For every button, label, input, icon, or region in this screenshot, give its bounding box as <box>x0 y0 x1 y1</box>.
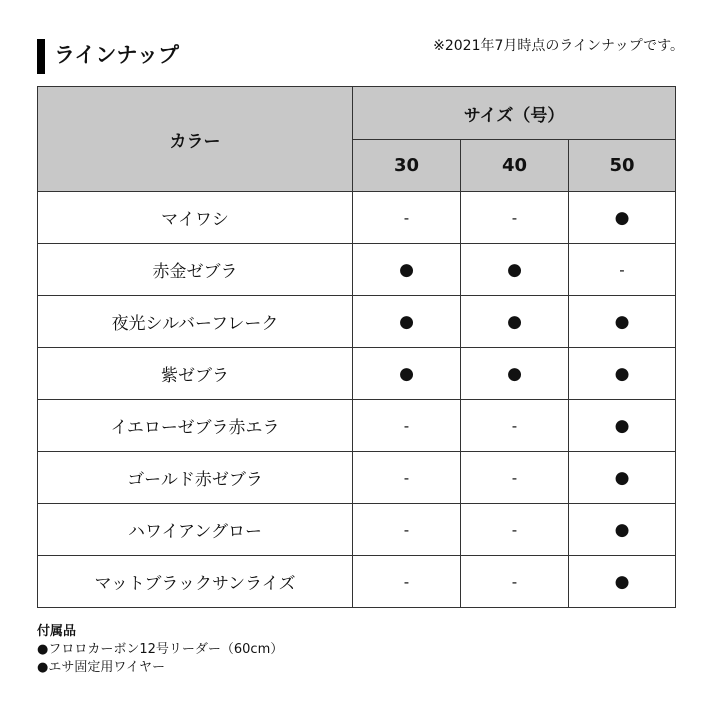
availability-mark: - <box>461 192 569 244</box>
availability-mark: - <box>353 400 461 452</box>
color-name: 紫ゼブラ <box>38 348 353 400</box>
accessory-item: ●エサ固定用ワイヤー <box>37 660 165 675</box>
table-row <box>38 348 676 400</box>
size-column-header: サイズ（号） <box>353 87 676 140</box>
table-row <box>38 452 676 504</box>
table-row <box>38 400 676 452</box>
availability-mark: - <box>353 452 461 504</box>
availability-mark: ● <box>353 296 461 348</box>
availability-mark: ● <box>353 244 461 296</box>
color-name: 赤金ゼブラ <box>38 244 353 296</box>
availability-mark: ● <box>461 348 569 400</box>
table-row <box>38 244 676 296</box>
accessory-item: ●フロロカーボン12号リーダー（60cm） <box>37 642 284 657</box>
availability-mark: - <box>461 556 569 608</box>
table-row <box>38 556 676 608</box>
availability-mark: ● <box>569 400 676 452</box>
page-title: ラインナップ <box>54 43 179 67</box>
size-header-30: 30 <box>353 140 461 192</box>
size-header-50: 50 <box>569 140 676 192</box>
availability-mark: - <box>461 400 569 452</box>
color-name: ゴールド赤ゼブラ <box>38 452 353 504</box>
color-column-header: カラー <box>38 87 353 192</box>
color-name: 夜光シルバーフレーク <box>38 296 353 348</box>
availability-mark: ● <box>569 556 676 608</box>
availability-mark: - <box>353 504 461 556</box>
color-name: ハワイアングロー <box>38 504 353 556</box>
availability-mark: ● <box>461 296 569 348</box>
table-row <box>38 296 676 348</box>
availability-mark: ● <box>569 192 676 244</box>
lineup-date-note: ※2021年7月時点のラインナップです。 <box>433 38 684 54</box>
availability-mark: ● <box>461 244 569 296</box>
accessories-title: 付属品 <box>37 624 77 639</box>
availability-mark: - <box>353 192 461 244</box>
availability-mark: ● <box>569 296 676 348</box>
table-header-row <box>38 87 676 140</box>
color-name: マットブラックサンライズ <box>38 556 353 608</box>
size-header-40: 40 <box>461 140 569 192</box>
color-name: イエローゼブラ赤エラ <box>38 400 353 452</box>
table-row <box>38 504 676 556</box>
availability-mark: ● <box>353 348 461 400</box>
availability-mark: ● <box>569 452 676 504</box>
availability-mark: - <box>461 504 569 556</box>
availability-mark: - <box>461 452 569 504</box>
table-row <box>38 192 676 244</box>
availability-mark: - <box>353 556 461 608</box>
lineup-table <box>37 86 676 608</box>
availability-mark: ● <box>569 348 676 400</box>
accessories-section <box>37 623 283 677</box>
title-accent-bar <box>37 39 45 74</box>
availability-mark: - <box>569 244 676 296</box>
color-name: マイワシ <box>38 192 353 244</box>
availability-mark: ● <box>569 504 676 556</box>
